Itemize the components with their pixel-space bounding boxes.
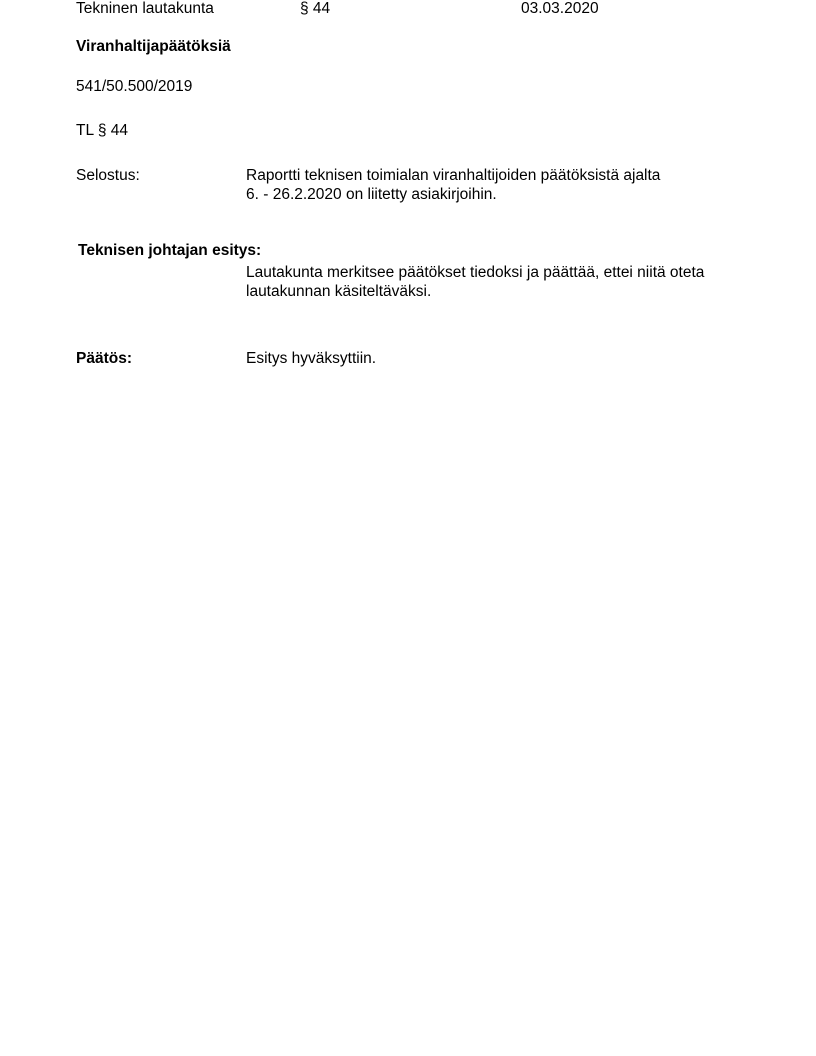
esitys-line-1: Lautakunta merkitsee päätökset tiedoksi ja päättää, ettei niitä oteta xyxy=(246,264,705,281)
committee-name: Tekninen lautakunta xyxy=(76,0,214,17)
section-number: § 44 xyxy=(300,0,331,17)
esitys-label: Teknisen johtajan esitys: xyxy=(78,242,262,259)
esitys-line-2: lautakunnan käsiteltäväksi. xyxy=(246,283,432,300)
document-title: Viranhaltijapäätöksiä xyxy=(76,38,231,55)
paatos-text: Esitys hyväksyttiin. xyxy=(246,350,377,367)
selostus-line-2: 6. - 26.2.2020 on liitetty asiakirjoihin. xyxy=(246,186,497,203)
selostus-line-1: Raportti teknisen toimialan viranhaltijoiden päätöksistä ajalta xyxy=(246,167,661,184)
section-reference: TL § 44 xyxy=(76,122,128,139)
meeting-date: 03.03.2020 xyxy=(521,0,599,17)
case-number: 541/50.500/2019 xyxy=(76,78,193,95)
selostus-label: Selostus: xyxy=(76,167,140,184)
paatos-label: Päätös: xyxy=(76,350,132,367)
